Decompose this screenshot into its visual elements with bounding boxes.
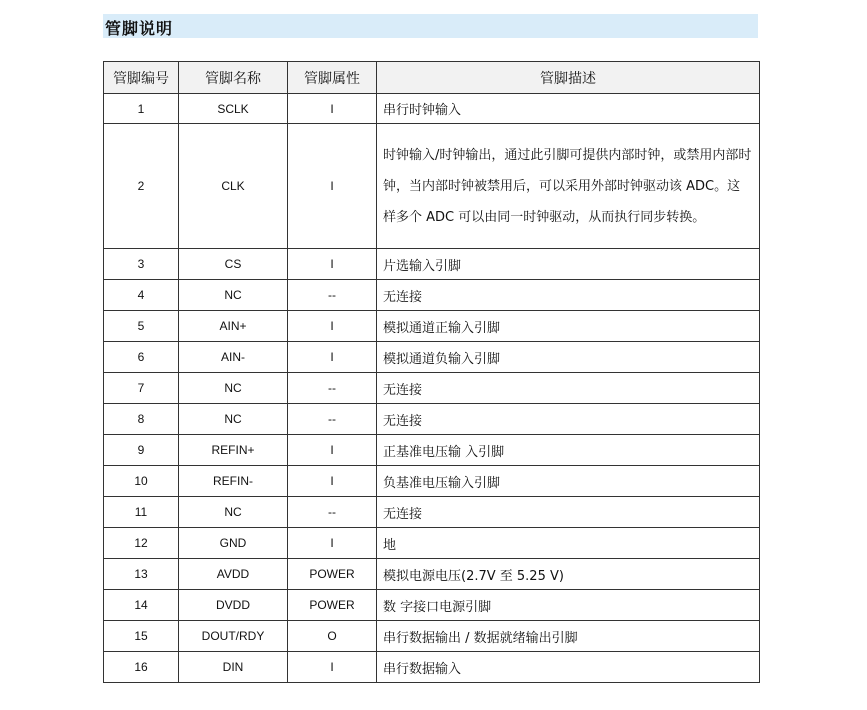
table-row xyxy=(104,94,760,124)
pin-description: 模拟电源电压(2.7V 至 5.25 V) xyxy=(377,559,760,590)
pin-number: 13 xyxy=(104,559,179,590)
pin-attribute: I xyxy=(288,528,377,559)
pin-description-table xyxy=(103,61,760,683)
pin-number: 4 xyxy=(104,280,179,311)
pin-name: NC xyxy=(179,373,288,404)
pin-number: 9 xyxy=(104,435,179,466)
table-row xyxy=(104,652,760,683)
header-pin-description: 管脚描述 xyxy=(377,62,760,94)
pin-description: 无连接 xyxy=(377,373,760,404)
pin-description: 时钟输入/时钟输出，通过此引脚可提供内部时钟，或禁用内部时钟，当内部时钟被禁用后，可以采用外部时钟驱动该 ADC。这样多个 ADC 可以由同一时钟驱动，从而执行同步转换。 xyxy=(377,124,760,249)
table-row xyxy=(104,621,760,652)
pin-attribute: I xyxy=(288,249,377,280)
table-row xyxy=(104,404,760,435)
pin-name: GND xyxy=(179,528,288,559)
pin-number: 10 xyxy=(104,466,179,497)
table-row xyxy=(104,342,760,373)
table-header-row xyxy=(104,62,760,94)
pin-description: 串行时钟输入 xyxy=(377,94,760,124)
pin-name: CLK xyxy=(179,124,288,249)
pin-number: 7 xyxy=(104,373,179,404)
table-row xyxy=(104,249,760,280)
table-row xyxy=(104,590,760,621)
pin-attribute: POWER xyxy=(288,559,377,590)
pin-name: DOUT/RDY xyxy=(179,621,288,652)
pin-name: NC xyxy=(179,280,288,311)
pin-name: CS xyxy=(179,249,288,280)
pin-description: 串行数据输出 / 数据就绪输出引脚 xyxy=(377,621,760,652)
pin-description: 无连接 xyxy=(377,497,760,528)
pin-name: REFIN- xyxy=(179,466,288,497)
pin-number: 2 xyxy=(104,124,179,249)
pin-name: DVDD xyxy=(179,590,288,621)
pin-description: 无连接 xyxy=(377,280,760,311)
table-row xyxy=(104,559,760,590)
pin-attribute: I xyxy=(288,435,377,466)
pin-attribute: -- xyxy=(288,280,377,311)
pin-number: 12 xyxy=(104,528,179,559)
pin-attribute: I xyxy=(288,311,377,342)
header-pin-attribute: 管脚属性 xyxy=(288,62,377,94)
pin-description: 模拟通道正输入引脚 xyxy=(377,311,760,342)
pin-description: 正基准电压输 入引脚 xyxy=(377,435,760,466)
pin-attribute: I xyxy=(288,124,377,249)
pin-attribute: I xyxy=(288,342,377,373)
pin-name: AIN+ xyxy=(179,311,288,342)
pin-number: 16 xyxy=(104,652,179,683)
pin-attribute: POWER xyxy=(288,590,377,621)
pin-description: 片选输入引脚 xyxy=(377,249,760,280)
pin-description: 数 字接口电源引脚 xyxy=(377,590,760,621)
pin-name: SCLK xyxy=(179,94,288,124)
pin-number: 6 xyxy=(104,342,179,373)
pin-name: DIN xyxy=(179,652,288,683)
pin-number: 11 xyxy=(104,497,179,528)
pin-attribute: -- xyxy=(288,404,377,435)
pin-number: 3 xyxy=(104,249,179,280)
pin-description: 无连接 xyxy=(377,404,760,435)
header-pin-name: 管脚名称 xyxy=(179,62,288,94)
table-row xyxy=(104,497,760,528)
table-row xyxy=(104,280,760,311)
table-row xyxy=(104,528,760,559)
pin-attribute: I xyxy=(288,94,377,124)
pin-number: 5 xyxy=(104,311,179,342)
pin-name: NC xyxy=(179,497,288,528)
table-row xyxy=(104,466,760,497)
pin-attribute: -- xyxy=(288,497,377,528)
pin-description: 模拟通道负输入引脚 xyxy=(377,342,760,373)
header-pin-number: 管脚编号 xyxy=(104,62,179,94)
section-title: 管脚说明 xyxy=(105,19,174,38)
pin-number: 15 xyxy=(104,621,179,652)
table-row xyxy=(104,124,760,249)
table-row xyxy=(104,311,760,342)
pin-description: 串行数据输入 xyxy=(377,652,760,683)
pin-name: AVDD xyxy=(179,559,288,590)
pin-number: 14 xyxy=(104,590,179,621)
pin-attribute: -- xyxy=(288,373,377,404)
pin-attribute: I xyxy=(288,652,377,683)
pin-number: 8 xyxy=(104,404,179,435)
pin-name: AIN- xyxy=(179,342,288,373)
pin-description: 地 xyxy=(377,528,760,559)
pin-name: NC xyxy=(179,404,288,435)
pin-number: 1 xyxy=(104,94,179,124)
section-title-bar xyxy=(103,14,758,38)
pin-attribute: I xyxy=(288,466,377,497)
table-row xyxy=(104,435,760,466)
table-row xyxy=(104,373,760,404)
pin-name: REFIN+ xyxy=(179,435,288,466)
pin-description: 负基准电压输入引脚 xyxy=(377,466,760,497)
pin-attribute: O xyxy=(288,621,377,652)
